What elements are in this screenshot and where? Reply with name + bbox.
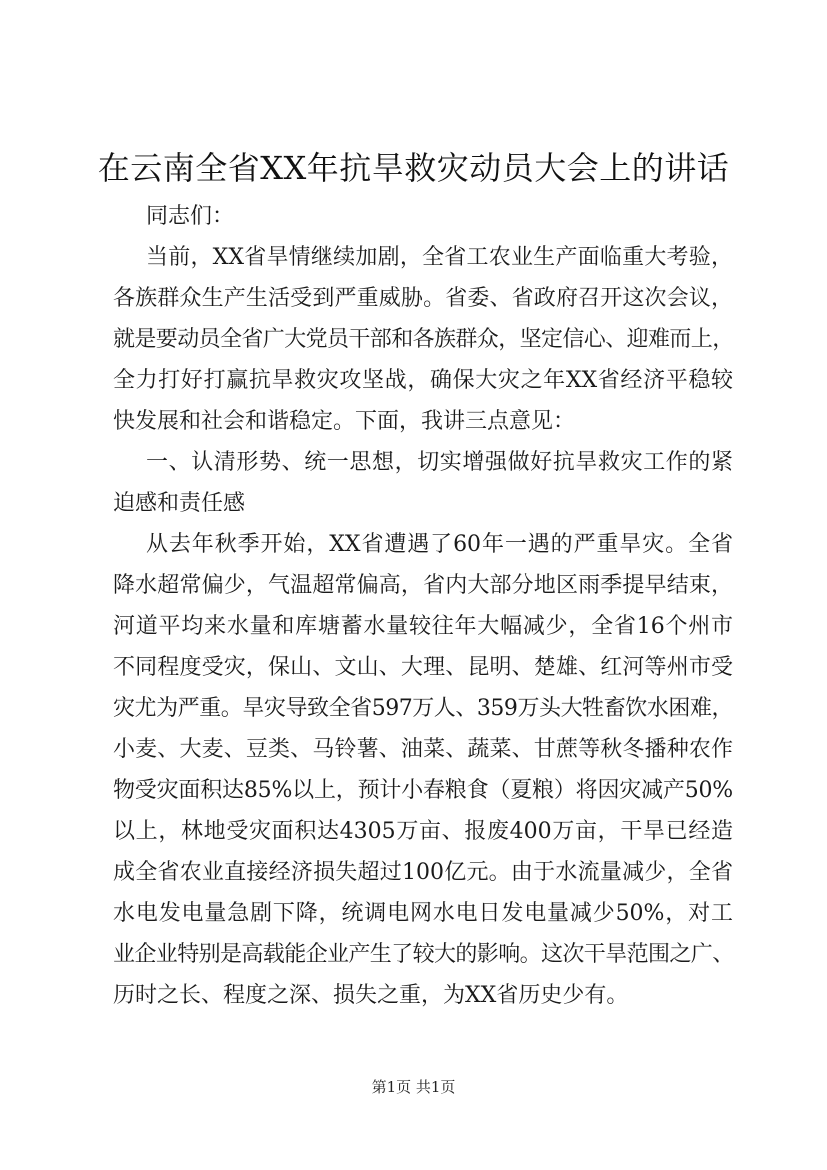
section-heading-line: 迫感和责任感 — [113, 491, 246, 516]
document-title: 在云南全省XX年抗旱救灾动员大会上的讲话 — [97, 149, 730, 187]
paragraph-line: 灾尤为严重。旱灾导致全省597万人、359万头大牲畜饮水困难， — [113, 696, 733, 721]
salutation-line: 同志们： — [146, 204, 235, 229]
paragraph-line: 当前，XX省旱情继续加剧，全省工农业生产面临重大考验， — [146, 245, 733, 270]
paragraph-line: 就是要动员全省广大党员干部和各族群众，坚定信心、迎难而上， — [113, 327, 734, 352]
paragraph-line: 成全省农业直接经济损失超过100亿元。由于水流量减少，全省 — [113, 860, 733, 885]
paragraph-line: 业企业特别是高载能企业产生了较大的影响。这次干旱范围之广、 — [113, 942, 734, 967]
paragraph-line: 降水超常偏少，气温超常偏高，省内大部分地区雨季提早结束， — [113, 573, 733, 598]
paragraph-line: 不同程度受灾，保山、文山、大理、昆明、楚雄、红河等州市受 — [113, 655, 733, 680]
document-body — [113, 196, 733, 1016]
paragraph-line: 快发展和社会和谐稳定。下面，我讲三点意见： — [113, 409, 576, 434]
paragraph-line: 历时之长、程度之深、损失之重，为XX省历史少有。 — [113, 983, 629, 1008]
page-footer: 第1页 共1页 — [371, 1078, 456, 1096]
paragraph-line: 从去年秋季开始，XX省遭遇了60年一遇的严重旱灾。全省 — [146, 532, 733, 557]
paragraph-line: 全力打好打赢抗旱救灾攻坚战，确保大灾之年XX省经济平稳较 — [113, 368, 733, 393]
paragraph-line: 各族群众生产生活受到严重威胁。省委、省政府召开这次会议， — [113, 286, 733, 311]
paragraph-line: 水电发电量急剧下降，统调电网水电日发电量减少50%，对工 — [113, 901, 733, 926]
section-heading-line: 一、认清形势、统一思想，切实增强做好抗旱救灾工作的紧 — [146, 450, 733, 475]
paragraph-line: 河道平均来水量和库塘蓄水量较往年大幅减少，全省16个州市 — [113, 614, 733, 639]
paragraph-line: 物受灾面积达85%以上，预计小春粮食（夏粮）将因灾减产50% — [113, 778, 733, 803]
paragraph-line: 以上，林地受灾面积达4305万亩、报废400万亩，干旱已经造 — [113, 819, 733, 844]
paragraph-line: 小麦、大麦、豆类、马铃薯、油菜、蔬菜、甘蔗等秋冬播种农作 — [113, 737, 733, 762]
